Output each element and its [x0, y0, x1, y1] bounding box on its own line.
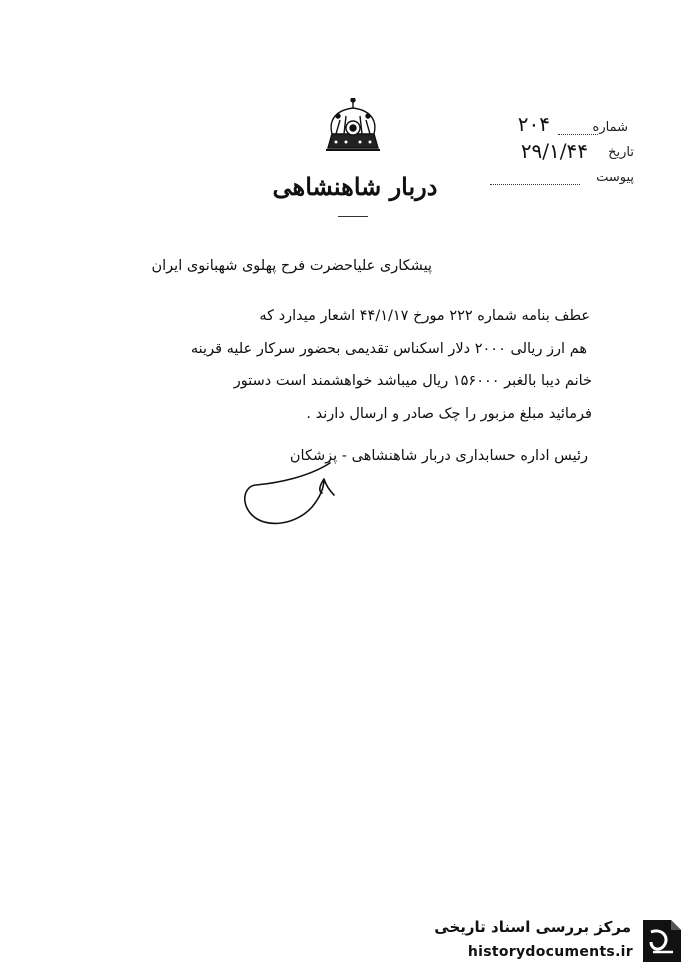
number-value: ۲۰۴ — [517, 112, 550, 136]
watermark-org-name: مرکز بررسی اسناد تاریخی — [434, 918, 631, 936]
title-rule — [338, 216, 368, 217]
attachment-label: پیوست — [596, 170, 634, 185]
watermark — [405, 912, 695, 972]
watermark-url: historydocuments.ir — [467, 944, 633, 960]
body-line-1: عطف بنامه شماره ۲۲۲ مورخ ۴۴/۱/۱۷ اشعار میدارد که — [259, 308, 590, 324]
date-value: ۲۹/۱/۴۴ — [520, 139, 588, 163]
crown-emblem-icon — [318, 98, 388, 158]
date-label: تاریخ — [608, 145, 634, 160]
number-label: شماره — [592, 120, 628, 135]
number-dots — [558, 134, 598, 135]
letterhead-title: دربار شاهنشاهی — [272, 172, 438, 201]
body-line-4: فرمائید مبلغ مزبور را چک صادر و ارسال دارند . — [306, 406, 592, 422]
salutation: پیشکاری علیاحضرت فرح پهلوی شهبانوی ایران — [151, 258, 432, 274]
body-line-3: خانم دیبا بالغبر ۱۵۶۰۰۰ ریال میباشد خواهشمند است دستور — [233, 373, 592, 389]
body-line-2: هم ارز ریالی ۲۰۰۰ دلار اسکناس تقدیمی بحضور سرکار علیه قرینه — [190, 341, 587, 357]
handwritten-signature — [238, 455, 348, 535]
signatory-line: رئیس اداره حسابداری دربار شاهنشاهی - پزشکان — [289, 448, 588, 464]
attachment-dots — [490, 184, 580, 185]
document-center-logo-icon — [639, 914, 685, 966]
